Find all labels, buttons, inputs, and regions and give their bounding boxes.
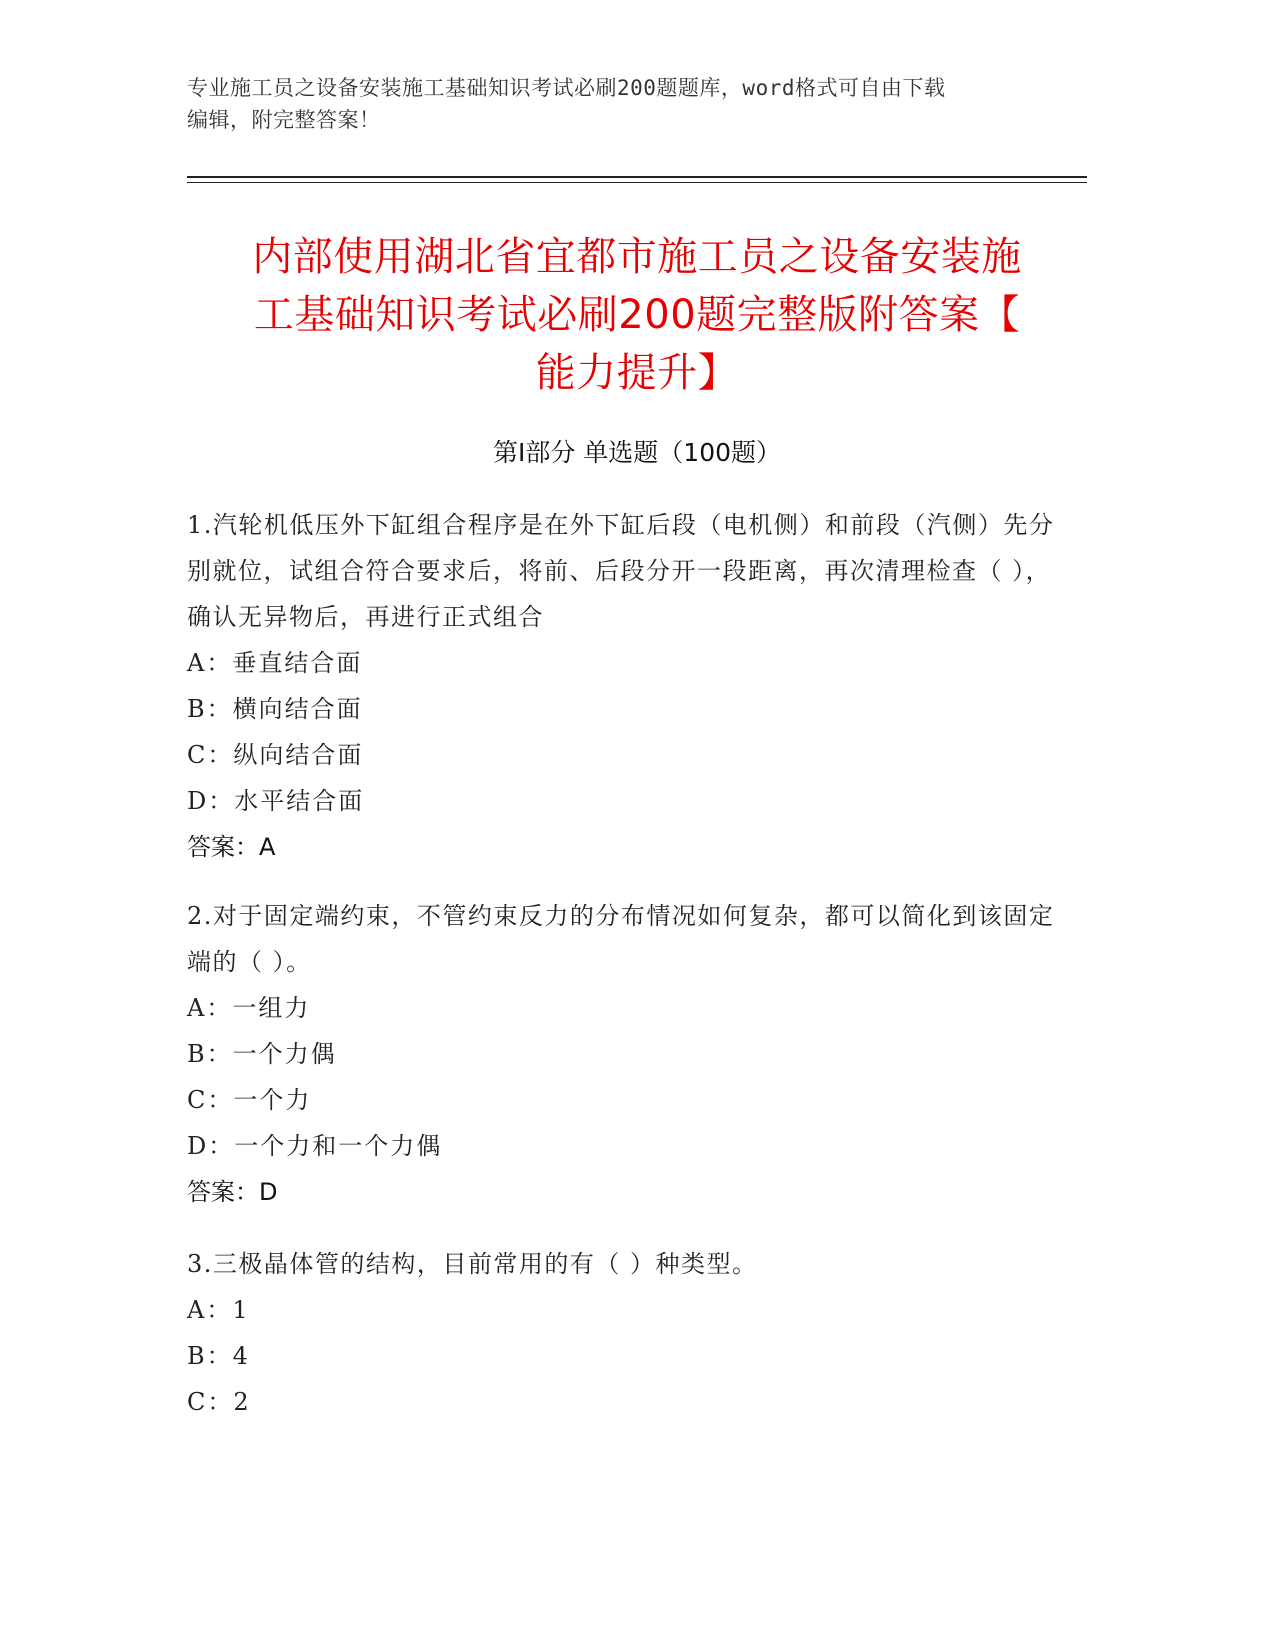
question-stem: 2.对于固定端约束，不管约束反力的分布情况如何复杂，都可以简化到该固定端的（ ）。 (187, 902, 1055, 976)
question-option: C：纵向结合面 (187, 741, 364, 769)
question-option: A：一组力 (187, 994, 311, 1022)
header-line-2: 编辑，附完整答案！ (187, 108, 381, 132)
question-answer: 答案：A (187, 833, 276, 861)
question-option: D：水平结合面 (187, 787, 365, 815)
question-option: A：1 (187, 1296, 250, 1324)
header-divider-thick (187, 176, 1087, 178)
question-stem: 1.汽轮机低压外下缸组合程序是在外下缸后段（电机侧）和前段（汽侧）先分别就位，试组合符合要求后，将前、后段分开一段距离，再次清理检查（ ），确认无异物后，再进行正式组合 (187, 511, 1055, 631)
question-3 (187, 1241, 1067, 1425)
question-option: B：横向结合面 (187, 695, 363, 723)
title-line-2: 工基础知识考试必刷200题完整版附答案【 (253, 292, 1021, 338)
question-2 (187, 893, 1067, 1215)
question-option: A：垂直结合面 (187, 649, 363, 677)
question-1 (187, 502, 1067, 870)
title-line-3: 能力提升】 (535, 350, 739, 396)
question-option: B：一个力偶 (187, 1040, 337, 1068)
header-divider-thin (187, 182, 1087, 183)
question-option: C：2 (187, 1388, 251, 1416)
question-answer: 答案：D (187, 1178, 278, 1206)
question-stem: 3.三极晶体管的结构，目前常用的有（ ）种类型。 (187, 1250, 758, 1278)
header-line-1: 专业施工员之设备安装施工基础知识考试必刷200题题库，word格式可自由下载 (187, 76, 946, 100)
question-option: B：4 (187, 1342, 250, 1370)
document-title (187, 228, 1087, 402)
title-line-1: 内部使用湖北省宜都市施工员之设备安装施 (252, 234, 1022, 280)
question-option: D：一个力和一个力偶 (187, 1132, 443, 1160)
page-header (187, 72, 1087, 136)
question-option: C：一个力 (187, 1086, 312, 1114)
section-title: 第I部分 单选题（100题） (492, 438, 782, 467)
